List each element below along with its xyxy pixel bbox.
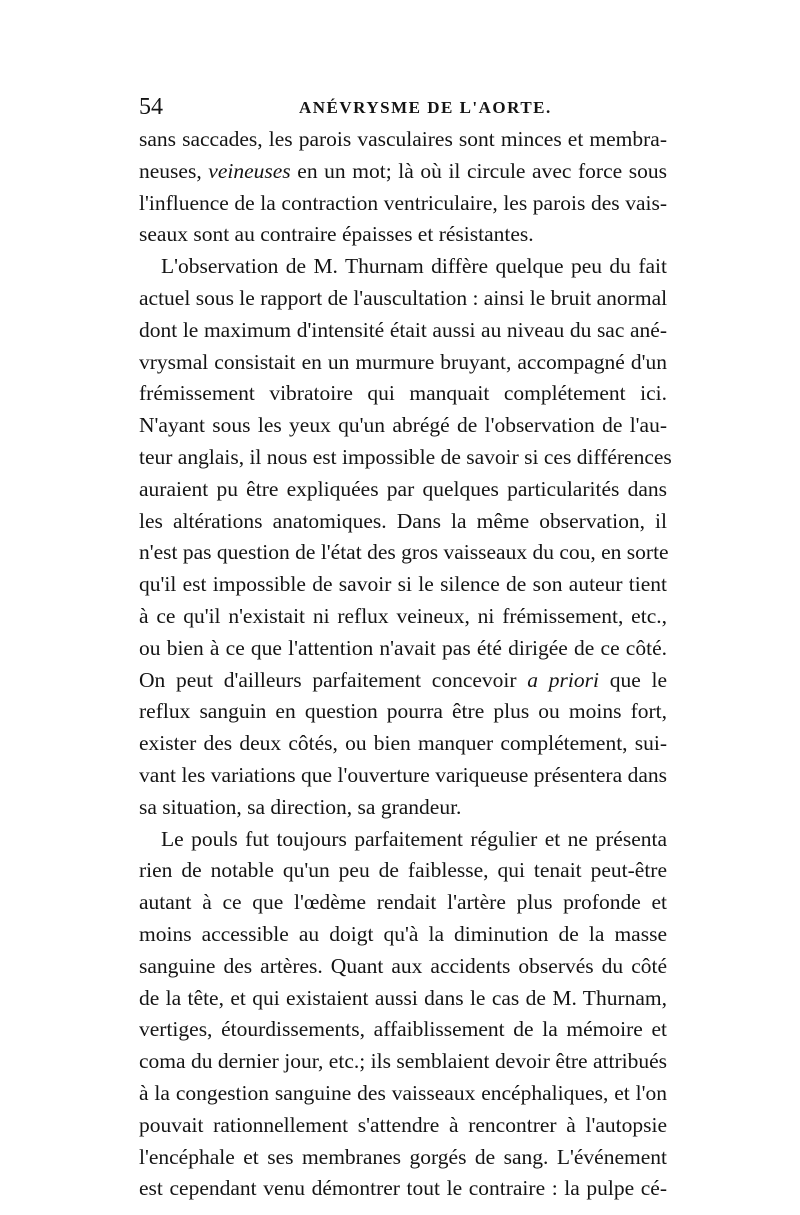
text-line: ou bien à ce que l'attention n'avait pas été dirigée de ce côté. <box>139 635 667 660</box>
text-line: actuel sous le rapport de l'auscultation : ainsi le bruit anormal <box>139 285 668 310</box>
text-line: vertiges, étourdissements, affaiblissement de la mémoire et <box>139 1017 667 1042</box>
text-line: moins accessible au doigt qu'à la diminution de la masse <box>139 921 667 946</box>
text-line <box>139 156 667 188</box>
text-line: sa situation, sa direction, sa grandeur. <box>139 794 462 819</box>
text-line: frémissement vibratoire qui manquait complétement ici. <box>139 381 667 406</box>
running-header <box>139 92 667 122</box>
text-line: dont le maximum d'intensité était aussi au niveau du sac ané- <box>139 317 667 342</box>
text-line-part: neuses, veineuses en un mot; là où il circule avec force sous <box>139 158 667 183</box>
text-line: à ce qu'il n'existait ni reflux veineux, ni frémissement, etc., <box>139 603 667 628</box>
text-line: l'encéphale et ses membranes gorgés de sang. L'événement <box>139 1144 667 1169</box>
text-line: On peut d'ailleurs parfaitement concevoir a priori que le <box>139 667 668 692</box>
text-line: reflux sanguin en question pourra être plus ou moins fort, <box>139 699 667 724</box>
text-line: sanguine des artères. Quant aux accidents observés du côté <box>139 953 667 978</box>
text-line: qu'il est impossible de savoir si le silence de son auteur tient <box>139 572 667 597</box>
text-line: de la tête, et qui existaient aussi dans le cas de M. Thurnam, <box>139 985 667 1010</box>
text-line: teur anglais, il nous est impossible de savoir si ces différences <box>139 444 672 469</box>
text-line: exister des deux côtés, ou bien manquer complétement, sui- <box>139 731 667 756</box>
text-line: autant à ce que l'œdème rendait l'artère plus profonde et <box>139 890 667 915</box>
italic-text: a priori <box>527 667 599 692</box>
text-line: vrysmal consistait en un murmure bruyant, accompagné d'un <box>139 349 667 374</box>
italic-text: veineuses <box>208 158 291 183</box>
text-line: n'est pas question de l'état des gros vaisseaux du cou, en sorte <box>139 540 669 565</box>
running-title: ANÉVRYSME DE L'AORTE. <box>299 98 552 117</box>
text-line: vant les variations que l'ouverture variqueuse présentera dans <box>139 762 667 787</box>
page-number: 54 <box>139 94 163 120</box>
text-line: sans saccades, les parois vasculaires sont minces et membra- <box>139 127 667 151</box>
text-line: pouvait rationnellement s'attendre à rencontrer à l'autopsie <box>139 1112 667 1137</box>
text-line: coma du dernier jour, etc.; ils semblaient devoir être attribués <box>139 1049 667 1074</box>
text-line: N'ayant sous les yeux qu'un abrégé de l'observation de l'au- <box>139 413 667 438</box>
text-line: à la congestion sanguine des vaisseaux encéphaliques, et l'on <box>139 1080 667 1105</box>
text-line: l'influence de la contraction ventriculaire, les parois des vais- <box>139 190 667 215</box>
text-line: est cependant venu démontrer tout le contraire : la pulpe cé- <box>139 1176 667 1201</box>
text-line: Le pouls fut toujours parfaitement régulier et ne présenta <box>161 826 667 851</box>
text-line: les altérations anatomiques. Dans la même observation, il <box>139 508 667 533</box>
body-text <box>139 124 672 1205</box>
text-line: L'observation de M. Thurnam diffère quelque peu du fait <box>161 254 667 279</box>
text-line: rien de notable qu'un peu de faiblesse, qui tenait peut-être <box>139 858 667 883</box>
text-line: seaux sont au contraire épaisses et résistantes. <box>139 222 534 247</box>
text-line: auraient pu être expliquées par quelques particularités dans <box>139 476 667 501</box>
